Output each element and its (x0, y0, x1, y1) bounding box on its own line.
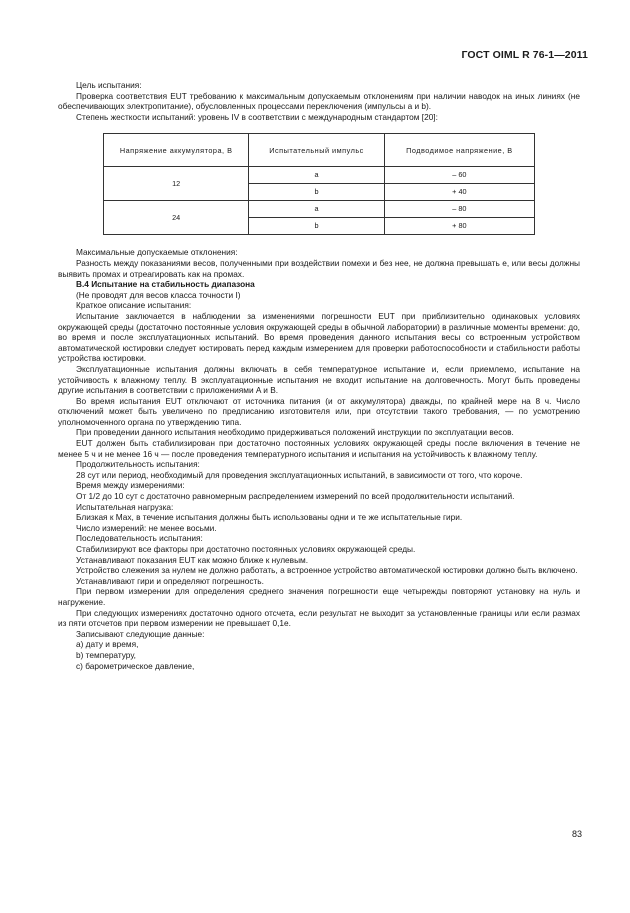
paragraph: EUT должен быть стабилизирован при достаточно постоянных условиях окружающей среды после включения в течение не менее 5 ч и не менее 16 ч — после проведения температурного испытания и испытания на устойчивость к влажному теплу. (58, 438, 580, 459)
cell-pulse: b (249, 184, 384, 201)
paragraph: Устройство слежения за нулем не должно работать, а встроенное устройство автоматической юстировки должно быть включено. (76, 565, 578, 576)
paragraph: Проверка соответствия EUT требованию к максимальным допускаемым отклонениям при наличии наводок на иных линиях (не обеспечивающих электропитание), обусловленных процессами переключения (импульсы a и b). (58, 90, 580, 112)
cell-applied: – 80 (384, 201, 534, 218)
paragraph: Устанавливают гири и определяют погрешность. (76, 575, 264, 586)
paragraph: Степень жесткости испытаний: уровень IV в соответствии с международным стандартом [20]: (76, 111, 438, 122)
paragraph: Последовательность испытания: (76, 533, 203, 544)
paragraph: Цель испытания: (76, 80, 142, 90)
text-block-before-table (58, 80, 580, 122)
paragraph: При проведении данного испытания необходимо придерживаться положений инструкции по эксплуатации весов. (76, 427, 514, 438)
cell-pulse: a (249, 167, 384, 184)
cell-battery-voltage: 12 (104, 167, 249, 201)
cell-pulse: b (249, 218, 384, 235)
paragraph: c) барометрическое давление, (76, 660, 195, 671)
paragraph: Устанавливают показания EUT как можно ближе к нулевым. (76, 554, 309, 565)
text-block-after-table (58, 247, 580, 671)
paragraph: Число измерений: не менее восьми. (76, 522, 217, 533)
paragraph: Краткое описание испытания: (76, 300, 192, 311)
paragraph: Близкая к Max, в течение испытания должны быть использованы одни и те же испытательные гири. (76, 512, 463, 523)
paragraph: При следующих измерениях достаточно одного отсчета, если результат не выходит за установленные границы или если размах из пяти отсчетов при первом измерении не превышает 0,1e. (58, 607, 580, 629)
impulse-table (103, 133, 535, 235)
paragraph: Продолжительность испытания: (76, 459, 200, 470)
paragraph: b) температуру, (76, 649, 136, 660)
standard-header: ГОСТ OIML R 76-1—2011 (461, 49, 588, 61)
cell-applied: + 80 (384, 218, 534, 235)
paragraph: Записывают следующие данные: (76, 628, 205, 639)
paragraph: (Не проводят для весов класса точности I) (76, 289, 241, 300)
cell-applied: + 40 (384, 184, 534, 201)
header-applied-voltage: Подводимое напряжение, В (384, 134, 534, 167)
paragraph: Во время испытания EUT отключают от источника питания (и от аккумулятора) дважды, по крайней мере на 8 ч. Число отключений может быть увеличено по предписанию изготовителя или, при отсутствии такого требования, — по усмотрению уполномоченного органа по утверждению типа. (58, 395, 580, 427)
cell-battery-voltage: 24 (104, 201, 249, 235)
paragraph: Эксплуатационные испытания должны включать в себя температурное испытание и, если приемлемо, испытание на устойчивость к влажному теплу. В эксплуатационные испытания не входит испытание на долговечность. Могут быть проведены другие испытания в соответствии с приложениями A и B. (58, 363, 580, 396)
paragraph: Стабилизируют все факторы при достаточно постоянных условиях окружающей среды. (76, 544, 416, 554)
paragraph: При первом измерении для определения среднего значения погрешности еще четырежды повторяют установку на нуль и нагружение. (58, 586, 580, 607)
section-heading: B.4 Испытание на стабильность диапазона (76, 279, 255, 290)
paragraph: Испытание заключается в наблюдении за изменениями погрешности EUT при приблизительно одинаковых условиях окружающей среды (достаточно постоянные условия окружающей среды в обычной лаборатории) в различные моменты времени: до, во время и после эксплуатационных испытаний. Во время проведения данного испытания весы со встроенным устройством автоматической юстировки следует юстировать перед каждым измерением для проверки работоспособности и стабильности работы устройства юстировки. (58, 310, 580, 364)
table-row (104, 167, 535, 184)
paragraph: От 1/2 до 10 сут с достаточно равномерным распределением измерений по всей продолжительности испытаний. (76, 491, 515, 502)
page-content (58, 80, 580, 671)
header-battery-voltage: Напряжение аккумулятора, В (104, 134, 249, 167)
page-number: 83 (571, 829, 582, 839)
cell-applied: – 60 (384, 167, 534, 184)
header-test-pulse: Испытательный импульс (249, 134, 384, 167)
paragraph: a) дату и время, (76, 639, 139, 650)
paragraph: Максимальные допускаемые отклонения: (76, 247, 238, 258)
paragraph: Разность между показаниями весов, полученными при воздействии помехи и без нее, не должна превышать e, или весы должны выявить промах и отреагировать как на промах. (58, 257, 580, 279)
paragraph: Время между измерениями: (76, 480, 185, 491)
table-row (104, 201, 535, 218)
paragraph: Испытательная нагрузка: (76, 501, 174, 512)
table-header-row (104, 134, 535, 167)
cell-pulse: a (249, 201, 384, 218)
paragraph: 28 сут или период, необходимый для проведения эксплуатационных испытаний, в зависимости от того, что короче. (76, 469, 523, 480)
